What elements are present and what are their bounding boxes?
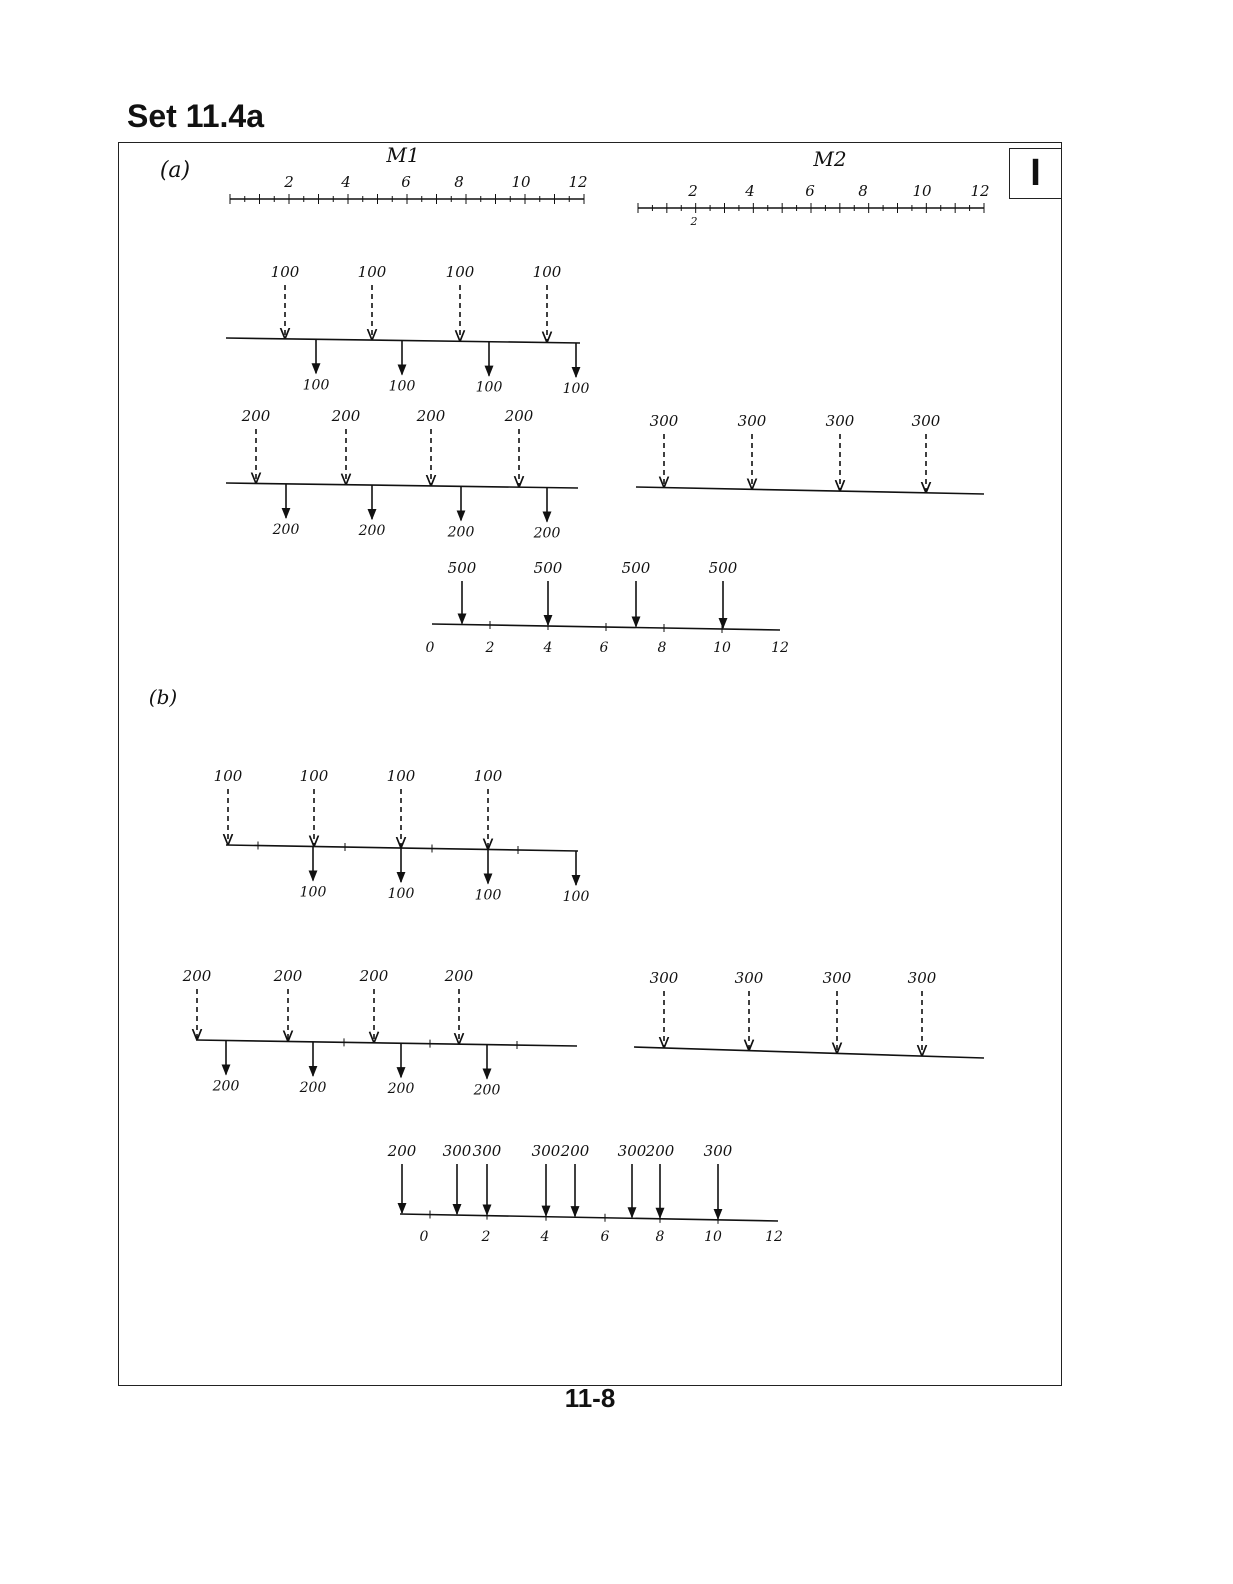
axis-m2-title: M2	[813, 147, 847, 171]
b-combined-above-label: 300	[617, 1142, 647, 1160]
a-m1-job2-line	[226, 483, 578, 488]
axis-m1-tick-label: 12	[568, 173, 588, 191]
b-combined-above-label: 300	[472, 1142, 502, 1160]
a-combined-axis-label: 12	[771, 640, 789, 656]
b-m1-job1-line	[226, 845, 578, 851]
a-m2-job-above-label: 300	[825, 412, 855, 430]
b-combined-axis-label: 6	[600, 1229, 610, 1245]
b-m1-job2-above-label: 200	[444, 967, 474, 985]
page-number: 11-8	[564, 1383, 616, 1413]
a-combined-axis-label: 2	[485, 640, 495, 656]
a-combined-above-label: 500	[533, 559, 563, 577]
b-combined-axis-label: 4	[540, 1229, 550, 1245]
axis-m1-tick-label: 4	[341, 173, 351, 191]
a-m1-job1-below-label: 100	[302, 377, 330, 394]
b-m1-job2-below-label: 200	[299, 1079, 327, 1096]
a-combined-above-label: 500	[708, 559, 738, 577]
a-m1-job1-above-label: 100	[270, 263, 300, 281]
b-combined-above-label: 200	[560, 1142, 590, 1160]
b-combined-axis-label: 12	[765, 1229, 783, 1245]
b-m1-job2-below-label: 200	[212, 1078, 240, 1095]
a-combined-axis-label: 6	[599, 640, 609, 656]
b-m1-job1-above-label: 100	[299, 767, 329, 785]
b-m1-job1-above-label: 100	[213, 767, 243, 785]
part-a-label: (a)	[159, 158, 191, 183]
b-m1-job1-below-label: 100	[474, 887, 502, 904]
axis-m2-extra-mark: 2	[690, 215, 698, 228]
b-combined-axis-label: 0	[419, 1229, 429, 1245]
a-m1-job2-above-label: 200	[331, 407, 361, 425]
b-m1-job1-above-label: 100	[473, 767, 503, 785]
axis-m1-tick-label: 2	[284, 173, 294, 191]
b-m1-job2-below-label: 200	[473, 1082, 501, 1099]
a-m1-job1-below-label: 100	[562, 380, 590, 397]
b-combined-above-label: 300	[442, 1142, 472, 1160]
a-m2-job-above-label: 300	[649, 412, 679, 430]
a-m1-job1-below-label: 100	[388, 378, 416, 395]
axis-m1-tick-label: 10	[511, 173, 531, 191]
b-m1-job1-below-label: 100	[562, 888, 590, 905]
b-m2-job-above-label: 300	[649, 969, 679, 987]
b-m1-job2-below-label: 200	[387, 1081, 415, 1098]
a-m1-job2-below-label: 200	[447, 524, 475, 541]
a-combined-axis-label: 8	[657, 640, 667, 656]
a-m2-job-above-label: 300	[737, 412, 767, 430]
axis-m2-tick-label: 4	[745, 182, 755, 200]
b-m1-job1-above-label: 100	[386, 767, 416, 785]
b-m1-job2-above-label: 200	[182, 967, 212, 985]
b-combined-line	[400, 1214, 778, 1221]
a-combined-axis-label: 10	[713, 640, 731, 656]
axis-m1-tick-label: 6	[401, 173, 411, 191]
axis-m1-tick-label: 8	[454, 173, 464, 191]
a-m1-job2-below-label: 200	[533, 525, 561, 542]
a-combined-above-label: 500	[621, 559, 651, 577]
section-tab-mark: I	[1030, 152, 1041, 194]
axis-m2-tick-label: 6	[805, 182, 815, 200]
b-m1-job1-below-label: 100	[387, 885, 415, 902]
a-m2-job-line	[636, 487, 984, 494]
b-m1-job1-below-label: 100	[299, 884, 327, 901]
b-combined-axis-label: 2	[481, 1229, 491, 1245]
part-b-label: (b)	[148, 685, 178, 709]
a-m2-job-above-label: 300	[911, 412, 941, 430]
axis-m2-tick-label: 10	[912, 182, 932, 200]
b-combined-above-label: 300	[531, 1142, 561, 1160]
a-m1-job2-above-label: 200	[504, 407, 534, 425]
a-m1-job1-line	[226, 338, 580, 343]
b-combined-axis-label: 10	[704, 1229, 722, 1245]
b-combined-above-label: 200	[387, 1142, 417, 1160]
b-m1-job2-above-label: 200	[273, 967, 303, 985]
b-m2-job-above-label: 300	[734, 969, 764, 987]
a-combined-axis-label: 4	[543, 640, 553, 656]
axis-m1-title: M1	[386, 143, 420, 167]
a-m1-job2-below-label: 200	[272, 521, 300, 538]
a-m1-job2-below-label: 200	[358, 523, 386, 540]
b-combined-above-label: 300	[703, 1142, 733, 1160]
b-combined-above-label: 200	[645, 1142, 675, 1160]
a-combined-above-label: 500	[447, 559, 477, 577]
b-m2-job-above-label: 300	[907, 969, 937, 987]
a-m1-job1-above-label: 100	[532, 263, 562, 281]
a-m1-job1-above-label: 100	[357, 263, 387, 281]
b-combined-axis-label: 8	[655, 1229, 665, 1245]
axis-m2-tick-label: 2	[688, 182, 698, 200]
a-m1-job2-above-label: 200	[241, 407, 271, 425]
b-m1-job2-line	[196, 1040, 577, 1046]
axis-m2-tick-label: 12	[970, 182, 990, 200]
b-m2-job-line	[634, 1047, 984, 1058]
a-m1-job2-above-label: 200	[416, 407, 446, 425]
set-title: Set 11.4a	[127, 98, 264, 134]
b-m1-job2-above-label: 200	[359, 967, 389, 985]
b-m2-job-above-label: 300	[822, 969, 852, 987]
axis-m2-tick-label: 8	[858, 182, 868, 200]
a-combined-axis-label: 0	[425, 640, 435, 656]
a-m1-job1-below-label: 100	[475, 379, 503, 396]
a-m1-job1-above-label: 100	[445, 263, 475, 281]
